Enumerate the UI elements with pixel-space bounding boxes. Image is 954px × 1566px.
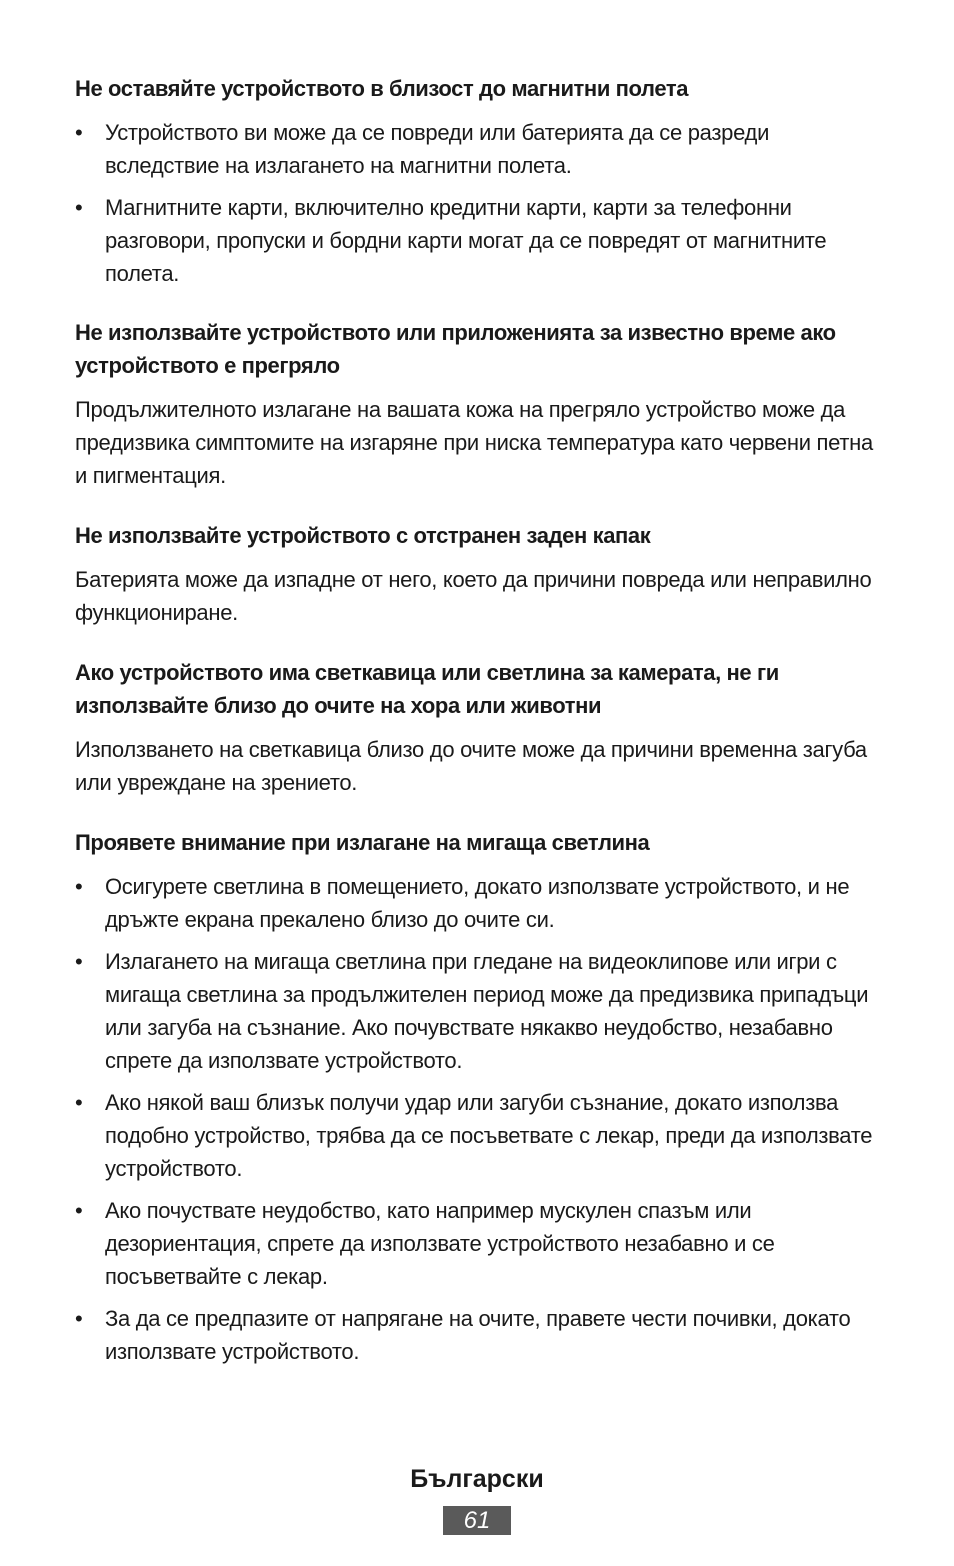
section-paragraph-overheated: Продължителното излагане на вашата кожа на прегряло устройство може да предизвика симптомите на изгаряне при ниска температура като червени петна и пигментация. <box>75 397 873 488</box>
list-item-text: Излагането на мигаща светлина при гледане на видеоклипове или игри с мигаща светлина за продължителен период може да предизвика припадъци или загуба на съзнание. Ако почувствате някакво неудобство, незабавно спрете да използвате устройството. <box>105 949 869 1073</box>
list-item <box>75 945 875 1077</box>
section-heading-overheated: Не използвайте устройството или приложенията за известно време ако устройството е прегряло <box>75 320 836 378</box>
list-item <box>75 1086 875 1185</box>
list-item-text: Устройството ви може да се повреди или батерията да се разреди вследствие на излагането на магнитни полета. <box>105 120 770 178</box>
list-item <box>75 1302 875 1368</box>
list-item <box>75 870 875 936</box>
bullet-icon: • <box>75 949 83 974</box>
bullet-list-flashing-light <box>75 870 875 1368</box>
bullet-icon: • <box>75 1198 83 1223</box>
footer-language: Български <box>410 1465 544 1493</box>
document-body <box>75 72 875 1394</box>
bullet-list-magnetic-fields <box>75 116 875 290</box>
page-number-badge: 61 <box>443 1506 511 1535</box>
section-paragraph-back-cover: Батерията може да изпадне от него, което да причини повреда или неправилно функциониране. <box>75 567 872 625</box>
list-item-text: Ако почуствате неудобство, като например мускулен спазъм или дезориентация, спрете да използвате устройството незабавно и се посъветвайте с лекар. <box>105 1198 775 1289</box>
list-item-text: Ако някой ваш близък получи удар или загуби съзнание, докато използва подобно устройство, трябва да се посъветвате с лекар, преди да използвате устройството. <box>105 1090 873 1181</box>
bullet-icon: • <box>75 195 83 220</box>
bullet-icon: • <box>75 120 83 145</box>
list-item <box>75 1194 875 1293</box>
section-heading-magnetic-fields: Не оставяйте устройството в близост до магнитни полета <box>75 76 689 101</box>
bullet-icon: • <box>75 874 83 899</box>
bullet-icon: • <box>75 1090 83 1115</box>
list-item-text: Магнитните карти, включително кредитни карти, карти за телефонни разговори, пропуски и бордни карти могат да се повредят от магнитните полета. <box>105 195 827 286</box>
list-item-text: Осигурете светлина в помещението, докато използвате устройството, и не дръжте екрана прекалено близо до очите си. <box>105 874 850 932</box>
section-heading-flashing-light: Проявете внимание при излагане на мигаща светлина <box>75 830 650 855</box>
list-item <box>75 191 875 290</box>
list-item-text: За да се предпазите от напрягане на очите, правете чести почивки, докато използвате устройството. <box>105 1306 851 1364</box>
section-heading-flash: Ако устройството има светкавица или светлина за камерата, не ги използвайте близо до очите на хора или животни <box>75 660 779 718</box>
section-paragraph-flash: Използването на светкавица близо до очите може да причини временна загуба или увреждане на зрението. <box>75 737 867 795</box>
list-item <box>75 116 875 182</box>
section-heading-back-cover: Не използвайте устройството с отстранен заден капак <box>75 523 651 548</box>
bullet-icon: • <box>75 1306 83 1331</box>
